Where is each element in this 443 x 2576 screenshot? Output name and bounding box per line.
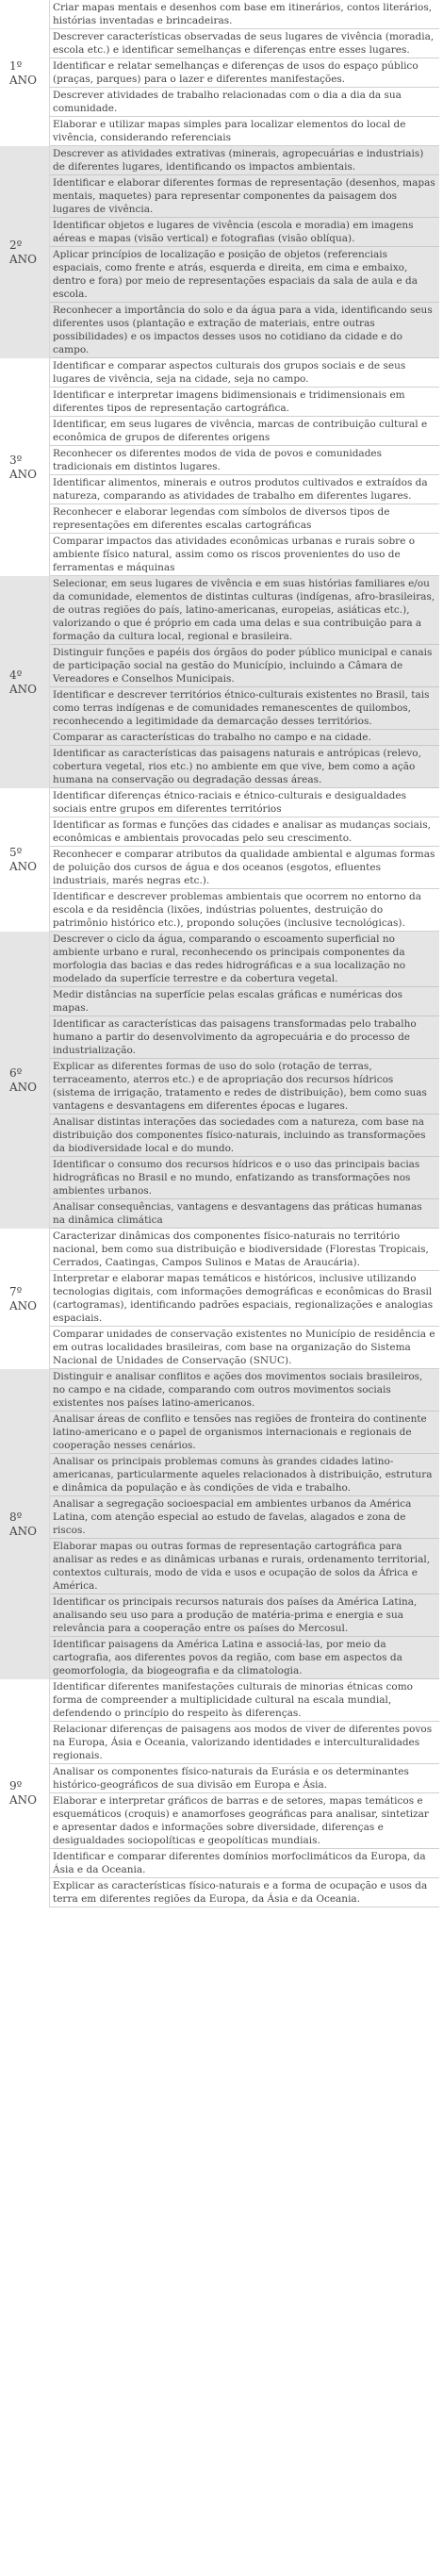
skill-item: Analisar a segregação socioespacial em ambientes urbanos da América Latina, com atenção especial ao estudo de favelas, alagados e zona de riscos. [50, 1496, 439, 1539]
year-label: 8º ANO [9, 1510, 38, 1538]
skill-item: Elaborar e interpretar gráficos de barras e de setores, mapas temáticos e esquemáticos (croquis) e anamorfoses geográficas para analisar, sintetizar e apresentar dados e informações sobre diversidade, diferenças e desigualdades sociopolíticas e geopolíticas mundiais. [50, 1793, 439, 1849]
year-row [0, 1679, 439, 1907]
skill-item: Identificar objetos e lugares de vivência (escola e moradia) em imagens aéreas e mapas (visão vertical) e fotografias (visão oblíqua). [50, 218, 439, 247]
year-row [0, 0, 439, 146]
skill-item: Reconhecer e elaborar legendas com símbolos de diversos tipos de representações em diferentes escalas cartográficas [50, 504, 439, 534]
skill-item: Analisar distintas interações das sociedades com a natureza, com base na distribuição dos componentes físico-naturais, incluindo as transformações da biodiversidade local e do mundo. [50, 1115, 439, 1157]
skill-item: Identificar e elaborar diferentes formas de representação (desenhos, mapas mentais, maquetes) para representar componentes da paisagem dos lugares de vivência. [50, 175, 439, 218]
skill-item: Medir distâncias na superfície pelas escalas gráficas e numéricas dos mapas. [50, 987, 439, 1016]
year-label: 9º ANO [9, 1779, 38, 1807]
year-row [0, 1229, 439, 1369]
skill-item: Identificar e interpretar imagens bidimensionais e tridimensionais em diferentes tipos de representação cartográfica. [50, 388, 439, 417]
skill-item: Comparar unidades de conservação existentes no Município de residência e em outras localidades brasileiras, com base na organização do Sistema Nacional de Unidades de Conservação (SNUC). [50, 1327, 439, 1369]
year-row [0, 1369, 439, 1679]
skill-item: Explicar as características físico-naturais e a forma de ocupação e usos da terra em diferentes regiões da Europa, da Ásia e da Oceania. [50, 1878, 439, 1907]
skill-item: Identificar e comparar aspectos culturais dos grupos sociais e de seus lugares de vivência, seja na cidade, seja no campo. [50, 358, 439, 388]
skills-list [49, 358, 439, 576]
skill-item: Explicar as diferentes formas de uso do solo (rotação de terras, terraceamento, aterros etc.) e de apropriação dos recursos hídricos (sistema de irrigação, tratamento e redes de distribuição), bem como suas vantagens e desvantagens em diferentes épocas e lugares. [50, 1059, 439, 1115]
year-row [0, 932, 439, 1229]
skill-item: Comparar as características do trabalho no campo e na cidade. [50, 730, 439, 746]
year-row [0, 358, 439, 576]
skill-item: Identificar diferentes manifestações culturais de minorias étnicas como forma de compreender a multiplicidade cultural na escala mundial, defendendo o princípio do respeito às diferenças. [50, 1679, 439, 1722]
skill-item: Reconhecer a importância do solo e da água para a vida, identificando seus diferentes usos (plantação e extração de materiais, entre outras possibilidades) e os impactos desses usos no cotidiano da cidade e do campo. [50, 303, 439, 358]
skill-item: Identificar diferenças étnico-raciais e étnico-culturais e desigualdades sociais entre grupos em diferentes territórios [50, 788, 439, 817]
skill-item: Identificar, em seus lugares de vivência, marcas de contribuição cultural e econômica de grupos de diferentes origens [50, 417, 439, 446]
skill-item: Elaborar e utilizar mapas simples para localizar elementos do local de vivência, considerando referenciais [50, 117, 439, 146]
year-label: 3º ANO [9, 453, 38, 481]
skill-item: Elaborar mapas ou outras formas de representação cartográfica para analisar as redes e as dinâmicas urbanas e rurais, ordenamento territorial, contextos culturais, modo de vida e usos e ocupação de solos da África e América. [50, 1539, 439, 1594]
skill-item: Reconhecer os diferentes modos de vida de povos e comunidades tradicionais em distintos lugares. [50, 446, 439, 475]
skills-list [49, 576, 439, 788]
skill-item: Analisar consequências, vantagens e desvantagens das práticas humanas na dinâmica climática [50, 1199, 439, 1229]
skill-item: Identificar e comparar diferentes domínios morfoclimáticos da Europa, da Ásia e da Oceania. [50, 1849, 439, 1878]
skill-item: Aplicar princípios de localização e posição de objetos (referenciais espaciais, como frente e atrás, esquerda e direita, em cima e embaixo, dentro e fora) por meio de representações espaciais da sala de aula e da escola. [50, 247, 439, 303]
year-row [0, 146, 439, 358]
skill-item: Identificar e relatar semelhanças e diferenças de usos do espaço público (praças, parques) para o lazer e diferentes manifestações. [50, 58, 439, 88]
skills-list [49, 788, 439, 932]
year-label: 2º ANO [9, 238, 38, 266]
skill-item: Descrever atividades de trabalho relacionadas com o dia a dia da sua comunidade. [50, 88, 439, 117]
skill-item: Identificar alimentos, minerais e outros produtos cultivados e extraídos da natureza, comparando as atividades de trabalho em diferentes lugares. [50, 475, 439, 504]
skill-item: Identificar paisagens da América Latina e associá-las, por meio da cartografia, aos diferentes povos da região, com base em aspectos da geomorfologia, da biogeografia e da climatologia. [50, 1637, 439, 1679]
year-label: 4º ANO [9, 668, 38, 696]
skill-item: Identificar e descrever territórios étnico-culturais existentes no Brasil, tais como terras indígenas e de comunidades remanescentes de quilombos, reconhecendo a legitimidade da demarcação desses territórios. [50, 687, 439, 730]
skill-item: Reconhecer e comparar atributos da qualidade ambiental e algumas formas de poluição dos cursos de água e dos oceanos (esgotos, efluentes industriais, marés negras etc.). [50, 847, 439, 889]
skill-item: Selecionar, em seus lugares de vivência e em suas histórias familiares e/ou da comunidade, elementos de distintas culturas (indígenas, afro-brasileiras, de outras regiões do país, latino-americanas, europeias, asiáticas etc.), valorizando o que é próprio em cada uma delas e sua contribuição para a formação da cultura local, regional e brasileira. [50, 576, 439, 645]
skill-item: Identificar o consumo dos recursos hídricos e o uso das principais bacias hidrográficas no Brasil e no mundo, enfatizando as transformações nos ambientes urbanos. [50, 1157, 439, 1199]
skills-list [49, 146, 439, 358]
skill-item: Identificar as formas e funções das cidades e analisar as mudanças sociais, econômicas e ambientais provocadas pelo seu crescimento. [50, 817, 439, 847]
skills-list [49, 0, 439, 146]
skill-item: Analisar áreas de conflito e tensões nas regiões de fronteira do continente latino-americano e o papel de organismos internacionais e regionais de cooperação nesses cenários. [50, 1412, 439, 1454]
skill-item: Comparar impactos das atividades econômicas urbanas e rurais sobre o ambiente físico natural, assim como os riscos provenientes do uso de ferramentas e máquinas [50, 534, 439, 576]
year-label: 7º ANO [9, 1284, 38, 1313]
skill-item: Caracterizar dinâmicas dos componentes físico-naturais no território nacional, bem como sua distribuição e biodiversidade (Florestas Tropicais, Cerrados, Caatingas, Campos Sulinos e Matas de Araucária). [50, 1229, 439, 1271]
skill-item: Criar mapas mentais e desenhos com base em itinerários, contos literários, histórias inventadas e brincadeiras. [50, 0, 439, 29]
year-row [0, 788, 439, 932]
year-row [0, 576, 439, 788]
skill-item: Distinguir e analisar conflitos e ações dos movimentos sociais brasileiros, no campo e na cidade, comparando com outros movimentos sociais existentes nos países latino-americanos. [50, 1369, 439, 1412]
skill-item: Identificar as características das paisagens transformadas pelo trabalho humano a partir do desenvolvimento da agropecuária e do processo de industrialização. [50, 1016, 439, 1059]
year-label: 1º ANO [9, 58, 38, 87]
skills-list [49, 1679, 439, 1907]
skills-list [49, 932, 439, 1229]
skill-item: Identificar as características das paisagens naturais e antrópicas (relevo, cobertura vegetal, rios etc.) no ambiente em que vive, bem como a ação humana na conservação ou degradação dessas áreas. [50, 746, 439, 788]
year-label: 6º ANO [9, 1065, 38, 1094]
skills-list [49, 1369, 439, 1679]
skill-item: Identificar e descrever problemas ambientais que ocorrem no entorno da escola e da residência (lixões, indústrias poluentes, destruição do patrimônio histórico etc.), propondo soluções (inclusive tecnológicas). [50, 889, 439, 932]
year-label: 5º ANO [9, 846, 38, 873]
skill-item: Analisar os principais problemas comuns às grandes cidades latino-americanas, particularmente aqueles relacionados à distribuição, estrutura e dinâmica da população e às condições de vida e trabalho. [50, 1454, 439, 1496]
skill-item: Descrever as atividades extrativas (minerais, agropecuárias e industriais) de diferentes lugares, identificando os impactos ambientais. [50, 146, 439, 175]
skill-item: Descrever características observadas de seus lugares de vivência (moradia, escola etc.) e identificar semelhanças e diferenças entre esses lugares. [50, 29, 439, 58]
skill-item: Distinguir funções e papéis dos órgãos do poder público municipal e canais de participação social na gestão do Município, incluindo a Câmara de Vereadores e Conselhos Municipais. [50, 645, 439, 687]
skill-item: Descrever o ciclo da água, comparando o escoamento superficial no ambiente urbano e rural, reconhecendo os principais componentes da morfologia das bacias e das redes hidrográficas e a sua localização no modelado da superfície terrestre e da cobertura vegetal. [50, 932, 439, 987]
skill-item: Identificar os principais recursos naturais dos países da América Latina, analisando seu uso para a produção de matéria-prima e energia e sua relevância para a cooperação entre os países do Mercosul. [50, 1594, 439, 1637]
skill-item: Relacionar diferenças de paisagens aos modos de viver de diferentes povos na Europa, Ásia e Oceania, valorizando identidades e interculturalidades regionais. [50, 1722, 439, 1764]
skills-list [49, 1229, 439, 1369]
skill-item: Interpretar e elaborar mapas temáticos e históricos, inclusive utilizando tecnologias digitais, com informações demográficas e econômicas do Brasil (cartogramas), identificando padrões espaciais, regionalizações e analogias espaciais. [50, 1271, 439, 1327]
skill-item: Analisar os componentes físico-naturais da Eurásia e os determinantes histórico-geográficos de sua divisão em Europa e Ásia. [50, 1764, 439, 1793]
